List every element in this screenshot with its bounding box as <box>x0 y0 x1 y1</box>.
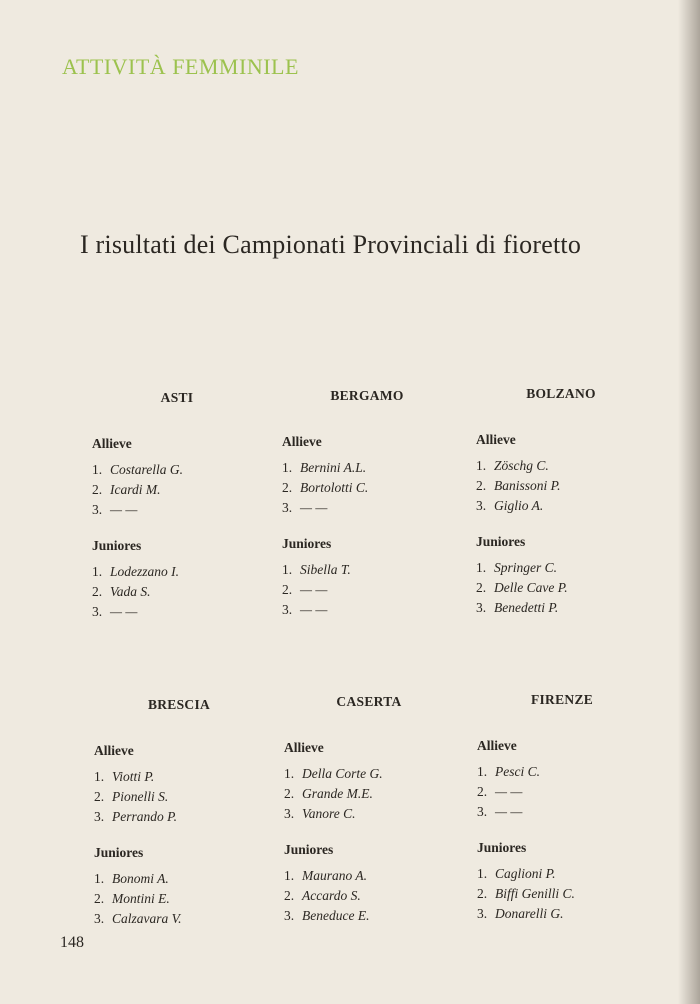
result-entry <box>476 598 646 618</box>
category-label-juniores: Juniores <box>282 536 332 551</box>
result-entry <box>92 480 262 500</box>
athlete-name: Pesci C. <box>495 764 540 779</box>
result-entry <box>477 762 647 782</box>
athlete-name: Bortolotti C. <box>300 480 369 495</box>
result-entry <box>284 886 454 906</box>
rank-number: 1. <box>476 458 487 473</box>
category-label-allieve: Allieve <box>282 434 322 449</box>
athlete-name: — — <box>300 602 328 617</box>
result-entry <box>284 866 454 886</box>
result-entry <box>284 906 454 926</box>
rank-number: 2. <box>92 584 103 599</box>
athlete-name: — — <box>300 582 328 597</box>
results-list-juniores <box>92 562 262 622</box>
results-list-allieve <box>94 767 264 827</box>
result-entry <box>94 889 264 909</box>
result-entry <box>282 498 452 518</box>
category-label-allieve: Allieve <box>476 432 516 447</box>
province-block-caserta <box>284 694 454 944</box>
rank-number: 2. <box>94 789 105 804</box>
athlete-name: Springer C. <box>494 560 558 575</box>
athlete-name: Maurano A. <box>302 868 368 883</box>
rank-number: 2. <box>92 482 103 497</box>
result-entry <box>477 782 647 802</box>
result-entry <box>282 560 452 580</box>
athlete-name: — — <box>110 502 138 517</box>
province-name: ASTI <box>160 390 194 405</box>
result-entry <box>477 884 647 904</box>
results-list-allieve <box>92 460 262 520</box>
result-entry <box>477 802 647 822</box>
result-entry <box>477 904 647 924</box>
results-list-allieve <box>477 762 647 822</box>
result-entry <box>282 600 452 620</box>
rank-number: 1. <box>476 560 487 575</box>
province-block-brescia <box>94 697 264 947</box>
result-entry <box>92 602 262 622</box>
athlete-name: Giglio A. <box>494 498 544 513</box>
province-name: BOLZANO <box>526 386 596 401</box>
result-entry <box>94 787 264 807</box>
province-block-bolzano <box>476 386 646 636</box>
rank-number: 3. <box>92 604 103 619</box>
province-name: BERGAMO <box>330 388 404 403</box>
result-entry <box>476 476 646 496</box>
rank-number: 3. <box>94 911 105 926</box>
results-list-allieve <box>476 456 646 516</box>
province-name: CASERTA <box>336 694 402 709</box>
rank-number: 2. <box>282 480 293 495</box>
category-label-juniores: Juniores <box>92 538 142 553</box>
athlete-name: Calzavara V. <box>112 911 182 926</box>
category-label-allieve: Allieve <box>92 436 132 451</box>
rank-number: 1. <box>477 764 488 779</box>
results-list-allieve <box>284 764 454 824</box>
category-label-juniores: Juniores <box>284 842 334 857</box>
result-entry <box>92 562 262 582</box>
category-label-juniores: Juniores <box>476 534 526 549</box>
rank-number: 1. <box>477 866 488 881</box>
rank-number: 3. <box>477 804 488 819</box>
rank-number: 3. <box>282 602 293 617</box>
athlete-name: Vada S. <box>110 584 151 599</box>
athlete-name: — — <box>300 500 328 515</box>
rank-number: 3. <box>476 600 487 615</box>
rank-number: 1. <box>282 460 293 475</box>
result-entry <box>284 764 454 784</box>
result-entry <box>282 580 452 600</box>
results-list-juniores <box>284 866 454 926</box>
rank-number: 1. <box>284 766 295 781</box>
rank-number: 2. <box>477 784 488 799</box>
results-list-juniores <box>94 869 264 929</box>
rank-number: 3. <box>477 906 488 921</box>
rank-number: 3. <box>476 498 487 513</box>
result-entry <box>477 864 647 884</box>
rank-number: 2. <box>284 888 295 903</box>
athlete-name: Sibella T. <box>300 562 351 577</box>
athlete-name: Lodezzano I. <box>110 564 180 579</box>
athlete-name: Perrando P. <box>112 809 178 824</box>
athlete-name: Caglioni P. <box>495 866 556 881</box>
province-block-bergamo <box>282 388 452 638</box>
athlete-name: Pionelli S. <box>112 789 169 804</box>
athlete-name: Delle Cave P. <box>494 580 568 595</box>
athlete-name: Biffi Genilli C. <box>495 886 575 901</box>
rank-number: 1. <box>92 564 103 579</box>
athlete-name: Costarella G. <box>110 462 184 477</box>
result-entry <box>282 458 452 478</box>
athlete-name: Vanore C. <box>302 806 356 821</box>
result-entry <box>476 456 646 476</box>
results-list-juniores <box>282 560 452 620</box>
athlete-name: Accardo S. <box>302 888 361 903</box>
rank-number: 2. <box>477 886 488 901</box>
province-name: FIRENZE <box>530 692 594 707</box>
rank-number: 2. <box>476 580 487 595</box>
result-entry <box>92 582 262 602</box>
page-number: 148 <box>60 934 84 951</box>
athlete-name: Banissoni P. <box>494 478 561 493</box>
result-entry <box>92 500 262 520</box>
rank-number: 1. <box>94 871 105 886</box>
athlete-name: Montini E. <box>112 891 170 906</box>
rank-number: 2. <box>282 582 293 597</box>
rank-number: 2. <box>476 478 487 493</box>
rank-number: 2. <box>284 786 295 801</box>
category-label-allieve: Allieve <box>284 740 324 755</box>
province-name: BRESCIA <box>147 697 211 712</box>
athlete-name: Grande M.E. <box>302 786 373 801</box>
rank-number: 1. <box>92 462 103 477</box>
rank-number: 1. <box>282 562 293 577</box>
results-list-allieve <box>282 458 452 518</box>
athlete-name: Donarelli G. <box>495 906 564 921</box>
rank-number: 3. <box>284 908 295 923</box>
athlete-name: Della Corte G. <box>302 766 383 781</box>
result-entry <box>476 558 646 578</box>
category-label-allieve: Allieve <box>94 743 134 758</box>
result-entry <box>94 807 264 827</box>
athlete-name: Zöschg C. <box>494 458 549 473</box>
result-entry <box>94 909 264 929</box>
rank-number: 3. <box>92 502 103 517</box>
rank-number: 1. <box>94 769 105 784</box>
page-edge-shadow <box>678 0 700 1004</box>
rank-number: 1. <box>284 868 295 883</box>
page-heading: I risultati dei Campionati Provinciali di fioretto <box>80 230 582 259</box>
result-entry <box>94 767 264 787</box>
athlete-name: Bernini A.L. <box>300 460 367 475</box>
category-label-allieve: Allieve <box>477 738 517 753</box>
result-entry <box>92 460 262 480</box>
province-block-firenze <box>477 692 647 942</box>
result-entry <box>476 496 646 516</box>
result-entry <box>282 478 452 498</box>
rank-number: 3. <box>282 500 293 515</box>
rank-number: 3. <box>94 809 105 824</box>
athlete-name: Icardi M. <box>110 482 161 497</box>
athlete-name: Viotti P. <box>112 769 155 784</box>
section-title: ATTIVITÀ FEMMINILE <box>62 54 299 79</box>
results-list-juniores <box>477 864 647 924</box>
athlete-name: Benedetti P. <box>494 600 559 615</box>
result-entry <box>284 784 454 804</box>
athlete-name: — — <box>110 604 138 619</box>
category-label-juniores: Juniores <box>94 845 144 860</box>
category-label-juniores: Juniores <box>477 840 527 855</box>
athlete-name: Bonomi A. <box>112 871 169 886</box>
result-entry <box>94 869 264 889</box>
result-entry <box>284 804 454 824</box>
rank-number: 2. <box>94 891 105 906</box>
rank-number: 3. <box>284 806 295 821</box>
result-entry <box>476 578 646 598</box>
province-block-asti <box>92 390 262 640</box>
athlete-name: — — <box>495 784 523 799</box>
athlete-name: — — <box>495 804 523 819</box>
results-list-juniores <box>476 558 646 618</box>
athlete-name: Beneduce E. <box>302 908 370 923</box>
